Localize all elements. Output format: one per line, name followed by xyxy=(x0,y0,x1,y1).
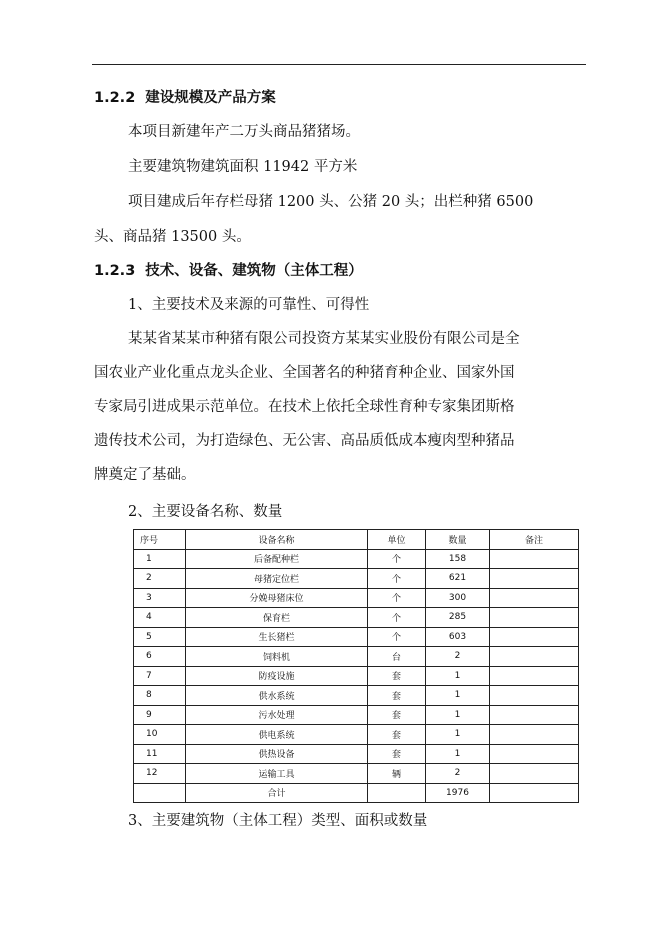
cell-no: 4 xyxy=(134,608,186,628)
total-empty-no xyxy=(134,783,186,803)
cell-unit: 个 xyxy=(368,627,426,647)
table-row xyxy=(134,647,579,667)
cell-no: 11 xyxy=(134,744,186,764)
cell-no: 9 xyxy=(134,705,186,725)
cell-no: 1 xyxy=(134,549,186,569)
cell-no: 5 xyxy=(134,627,186,647)
cell-note xyxy=(490,627,579,647)
cell-name: 供热设备 xyxy=(186,744,368,764)
cell-unit: 套 xyxy=(368,686,426,706)
subsection-2: 2、主要设备名称、数量 xyxy=(128,504,283,520)
para-line: 牌奠定了基础。 xyxy=(94,467,196,483)
section-heading-1-2-2 xyxy=(94,89,276,107)
cell-no: 3 xyxy=(134,588,186,608)
body-line: 头、商品猪 13500 头。 xyxy=(94,229,251,245)
cell-qty: 621 xyxy=(426,569,490,589)
header-unit: 单位 xyxy=(368,530,426,550)
subsection-3: 3、主要建筑物（主体工程）类型、面积或数量 xyxy=(128,813,428,829)
total-qty: 1976 xyxy=(426,783,490,803)
cell-qty: 603 xyxy=(426,627,490,647)
body-line: 主要建筑物建筑面积 11942 平方米 xyxy=(128,159,358,175)
cell-note xyxy=(490,764,579,784)
cell-unit: 套 xyxy=(368,705,426,725)
total-label: 合计 xyxy=(186,783,368,803)
para-line: 某某省某某市种猪有限公司投资方某某实业股份有限公司是全 xyxy=(128,331,520,347)
cell-qty: 285 xyxy=(426,608,490,628)
table-row xyxy=(134,686,579,706)
para-line: 国农业产业化重点龙头企业、全国著名的种猪育种企业、国家外国 xyxy=(94,365,515,381)
table-row xyxy=(134,705,579,725)
cell-qty: 1 xyxy=(426,666,490,686)
cell-name: 供电系统 xyxy=(186,725,368,745)
equipment-table xyxy=(133,529,579,803)
body-line: 项目建成后年存栏母猪 1200 头、公猪 20 头；出栏种猪 6500 xyxy=(128,194,534,210)
cell-unit: 个 xyxy=(368,549,426,569)
cell-name: 运输工具 xyxy=(186,764,368,784)
header-no: 序号 xyxy=(134,530,186,550)
cell-note xyxy=(490,744,579,764)
cell-qty: 1 xyxy=(426,725,490,745)
cell-note xyxy=(490,686,579,706)
cell-note xyxy=(490,569,579,589)
header-note: 备注 xyxy=(490,530,579,550)
cell-name: 生长猪栏 xyxy=(186,627,368,647)
cell-unit: 台 xyxy=(368,647,426,667)
cell-no: 6 xyxy=(134,647,186,667)
para-line: 专家局引进成果示范单位。在技术上依托全球性育种专家集团斯格 xyxy=(94,399,515,415)
cell-unit: 套 xyxy=(368,744,426,764)
subsection-1: 1、主要技术及来源的可靠性、可得性 xyxy=(128,297,370,313)
cell-name: 母猪定位栏 xyxy=(186,569,368,589)
cell-unit: 辆 xyxy=(368,764,426,784)
table-row xyxy=(134,725,579,745)
section-title: 建设规模及产品方案 xyxy=(145,90,276,106)
table-row xyxy=(134,744,579,764)
cell-unit: 个 xyxy=(368,588,426,608)
cell-name: 防疫设施 xyxy=(186,666,368,686)
section-number: 1.2.2 xyxy=(94,90,136,106)
cell-qty: 1 xyxy=(426,744,490,764)
body-line: 本项目新建年产二万头商品猪猪场。 xyxy=(128,124,360,140)
table-total-row xyxy=(134,783,579,803)
cell-no: 8 xyxy=(134,686,186,706)
header-rule xyxy=(92,64,586,65)
cell-no: 2 xyxy=(134,569,186,589)
cell-qty: 1 xyxy=(426,686,490,706)
para-line: 遗传技术公司，为打造绿色、无公害、高品质低成本瘦肉型种猪品 xyxy=(94,433,515,449)
table-row xyxy=(134,569,579,589)
section-title: 技术、设备、建筑物（主体工程） xyxy=(145,263,363,279)
cell-qty: 1 xyxy=(426,705,490,725)
cell-note xyxy=(490,666,579,686)
cell-unit: 个 xyxy=(368,608,426,628)
header-qty: 数量 xyxy=(426,530,490,550)
cell-qty: 300 xyxy=(426,588,490,608)
section-heading-1-2-3 xyxy=(94,262,363,280)
table-row xyxy=(134,764,579,784)
cell-no: 10 xyxy=(134,725,186,745)
cell-qty: 158 xyxy=(426,549,490,569)
cell-note xyxy=(490,608,579,628)
total-empty-unit xyxy=(368,783,426,803)
cell-name: 后备配种栏 xyxy=(186,549,368,569)
cell-note xyxy=(490,549,579,569)
table-row xyxy=(134,666,579,686)
cell-name: 污水处理 xyxy=(186,705,368,725)
table-row xyxy=(134,608,579,628)
cell-qty: 2 xyxy=(426,647,490,667)
cell-unit: 套 xyxy=(368,725,426,745)
table-row xyxy=(134,588,579,608)
cell-no: 7 xyxy=(134,666,186,686)
cell-note xyxy=(490,588,579,608)
cell-note xyxy=(490,705,579,725)
table-row xyxy=(134,549,579,569)
header-name: 设备名称 xyxy=(186,530,368,550)
table-row xyxy=(134,627,579,647)
cell-name: 保育栏 xyxy=(186,608,368,628)
cell-unit: 个 xyxy=(368,569,426,589)
cell-no: 12 xyxy=(134,764,186,784)
cell-qty: 2 xyxy=(426,764,490,784)
cell-name: 饲料机 xyxy=(186,647,368,667)
cell-name: 分娩母猪床位 xyxy=(186,588,368,608)
total-empty-note xyxy=(490,783,579,803)
cell-name: 供水系统 xyxy=(186,686,368,706)
cell-note xyxy=(490,647,579,667)
cell-unit: 套 xyxy=(368,666,426,686)
cell-note xyxy=(490,725,579,745)
table-header-row xyxy=(134,530,579,550)
section-number: 1.2.3 xyxy=(94,263,136,279)
